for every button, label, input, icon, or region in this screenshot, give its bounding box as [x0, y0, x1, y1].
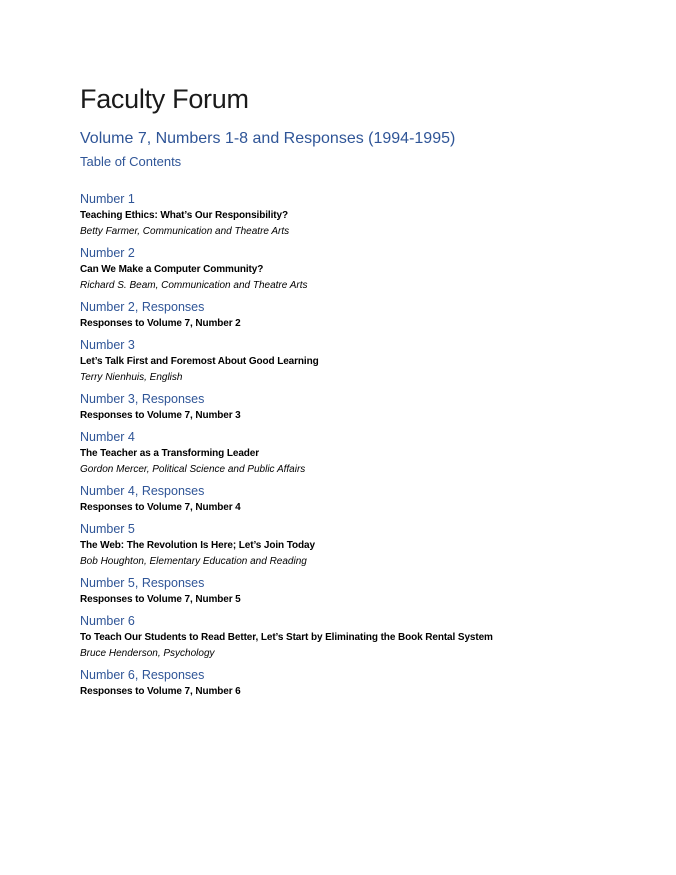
toc-entry-heading[interactable]: Number 4: [80, 430, 135, 444]
toc-entry-number-5: [80, 521, 640, 570]
table-of-contents: [80, 191, 640, 700]
page-subtitle: Volume 7, Numbers 1-8 and Responses (1994-1995): [80, 130, 456, 147]
toc-entry-heading[interactable]: Number 4, Responses: [80, 484, 205, 498]
toc-entry-title: Teaching Ethics: What’s Our Responsibility?: [80, 210, 288, 221]
toc-entry-number-5-responses: [80, 575, 640, 608]
toc-entry-author: Gordon Mercer, Political Science and Public Affairs: [80, 464, 306, 475]
toc-entry-title: Responses to Volume 7, Number 6: [80, 686, 241, 697]
toc-entry-title: Responses to Volume 7, Number 3: [80, 410, 241, 421]
toc-entry-heading[interactable]: Number 2, Responses: [80, 300, 205, 314]
toc-entry-heading[interactable]: Number 3: [80, 338, 135, 352]
toc-entry-title: Responses to Volume 7, Number 5: [80, 594, 241, 605]
toc-entry-number-4: [80, 429, 640, 478]
toc-entry-title: Responses to Volume 7, Number 4: [80, 502, 241, 513]
toc-entry-heading[interactable]: Number 5, Responses: [80, 576, 205, 590]
toc-entry-number-1: [80, 191, 640, 240]
toc-entry-heading[interactable]: Number 2: [80, 246, 135, 260]
toc-entry-number-4-responses: [80, 483, 640, 516]
toc-entry-heading[interactable]: Number 3, Responses: [80, 392, 205, 406]
toc-entry-author: Bruce Henderson, Psychology: [80, 648, 215, 659]
toc-entry-heading[interactable]: Number 5: [80, 522, 135, 536]
toc-entry-heading[interactable]: Number 6: [80, 614, 135, 628]
toc-entry-number-3-responses: [80, 391, 640, 424]
toc-entry-number-6: [80, 613, 640, 662]
toc-heading: Table of Contents: [80, 154, 182, 169]
toc-entry-number-2-responses: [80, 299, 640, 332]
toc-entry-number-3: [80, 337, 640, 386]
toc-entry-heading[interactable]: Number 1: [80, 192, 135, 206]
toc-entry-title: Let’s Talk First and Foremost About Good Learning: [80, 356, 319, 367]
document-page: [80, 82, 640, 705]
toc-entry-title: Responses to Volume 7, Number 2: [80, 318, 241, 329]
toc-entry-number-2: [80, 245, 640, 294]
toc-entry-title: Can We Make a Computer Community?: [80, 264, 264, 275]
toc-entry-heading[interactable]: Number 6, Responses: [80, 668, 205, 682]
toc-entry-title: To Teach Our Students to Read Better, Let’s Start by Eliminating the Book Rental System: [80, 632, 493, 643]
toc-entry-title: The Teacher as a Transforming Leader: [80, 448, 260, 459]
toc-entry-author: Betty Farmer, Communication and Theatre Arts: [80, 226, 290, 237]
toc-entry-number-6-responses: [80, 667, 640, 700]
toc-entry-author: Richard S. Beam, Communication and Theatre Arts: [80, 280, 308, 291]
toc-entry-author: Terry Nienhuis, English: [80, 372, 183, 383]
toc-entry-title: The Web: The Revolution Is Here; Let’s Join Today: [80, 540, 315, 551]
toc-entry-author: Bob Houghton, Elementary Education and Reading: [80, 556, 307, 567]
page-title: Faculty Forum: [80, 84, 249, 114]
